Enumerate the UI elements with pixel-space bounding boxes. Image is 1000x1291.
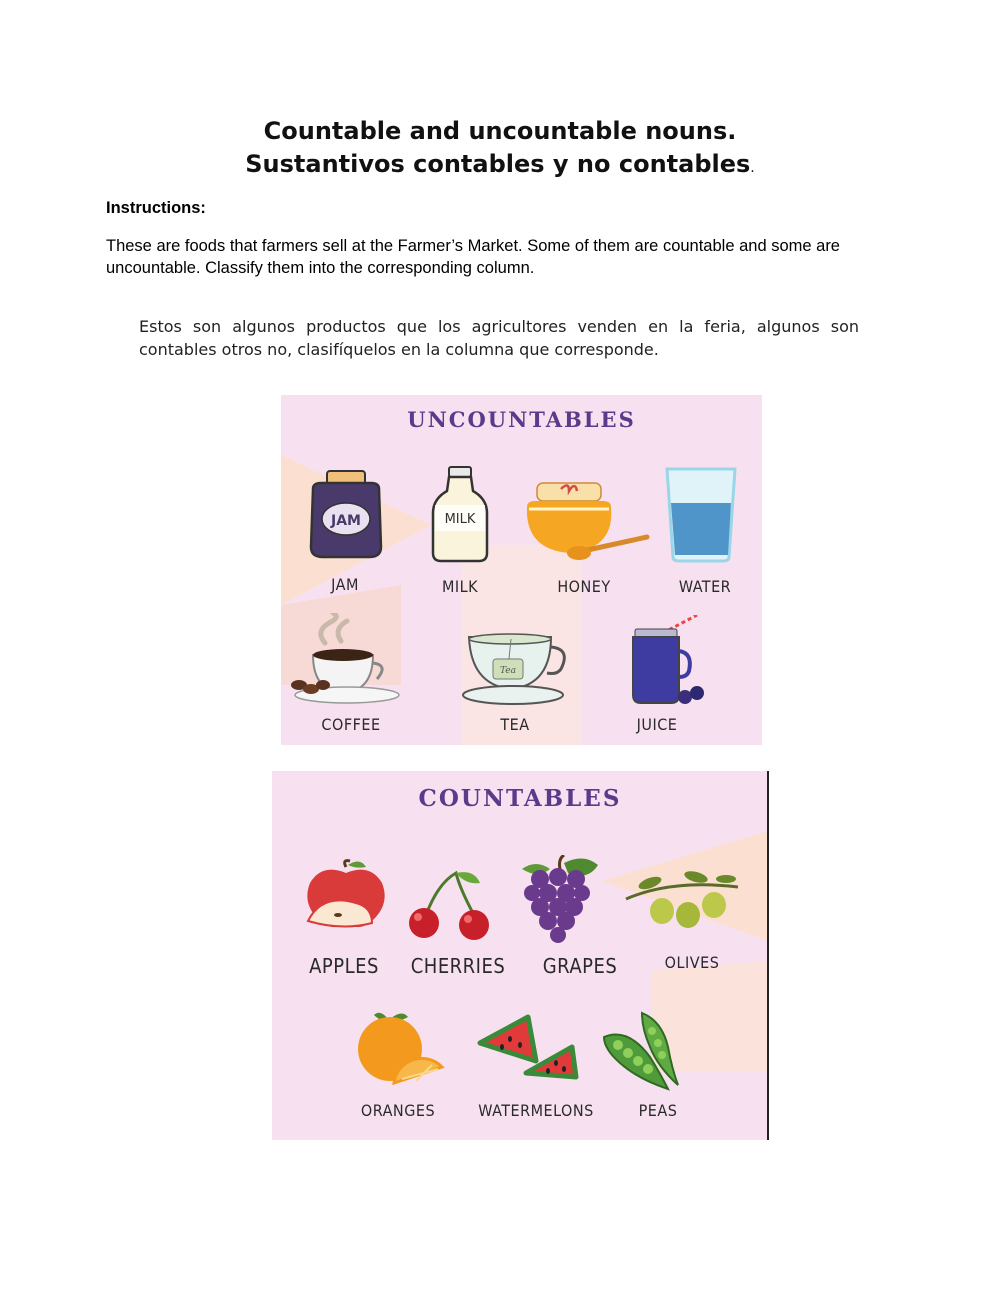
label-honey: HONEY <box>557 577 611 596</box>
countables-title: COUNTABLES <box>418 785 622 812</box>
coffee-cup-icon <box>285 613 405 705</box>
label-peas: PEAS <box>638 1101 678 1120</box>
label-jam: JAM <box>331 575 359 594</box>
olives-icon <box>622 869 742 935</box>
cherries-icon <box>404 869 496 941</box>
milk-bottle-text: MILK <box>444 512 476 527</box>
watermelon-icon <box>476 1013 580 1081</box>
title-english: Countable and uncountable nouns. <box>263 117 737 145</box>
title-spanish-text: Sustantivos contables y no contables <box>245 150 751 178</box>
uncountables-panel <box>281 395 762 745</box>
label-milk: MILK <box>441 577 479 596</box>
instructions-heading: Instructions: <box>106 199 206 217</box>
label-coffee: COFFEE <box>321 715 381 734</box>
jam-jar-icon <box>305 469 387 561</box>
instructions-text: These are foods that farmers sell at the Farmer’s Market. Some of them are countable and some are uncountable. Classify them into the corresponding column. <box>106 237 840 277</box>
tea-cup-icon <box>461 633 575 707</box>
apple-icon <box>302 859 390 937</box>
tea-bag-text: Tea <box>500 666 516 676</box>
countables-panel <box>272 771 768 1140</box>
spanish-instructions: Estos son algunos productos que los agricultores venden en la feria, algunos son contables otros no, clasifíquelos en la columna que corresponde. <box>139 317 859 359</box>
honey-pot-icon <box>523 479 651 569</box>
label-grapes: GRAPES <box>542 954 618 978</box>
water-glass-icon <box>663 465 739 563</box>
uncountables-title: UNCOUNTABLES <box>407 407 636 432</box>
label-watermelons: WATERMELONS <box>478 1101 594 1120</box>
peas-icon <box>598 1007 684 1093</box>
page-title <box>0 115 1000 185</box>
title-spanish <box>0 148 1000 185</box>
label-tea: TEA <box>500 715 530 734</box>
panel-right-border <box>767 771 769 1140</box>
label-water: WATER <box>678 577 732 596</box>
label-apples: APPLES <box>309 954 379 978</box>
milk-bottle-icon <box>429 465 491 563</box>
jam-jar-text: JAM <box>331 513 361 529</box>
label-olives: OLIVES <box>664 953 720 972</box>
label-cherries: CHERRIES <box>410 954 506 978</box>
grapes-icon <box>518 855 602 947</box>
label-oranges: ORANGES <box>360 1101 436 1120</box>
label-juice: JUICE <box>636 715 678 734</box>
juice-jar-icon <box>627 615 711 707</box>
oranges-icon <box>354 1009 446 1085</box>
title-period: . <box>750 160 755 176</box>
